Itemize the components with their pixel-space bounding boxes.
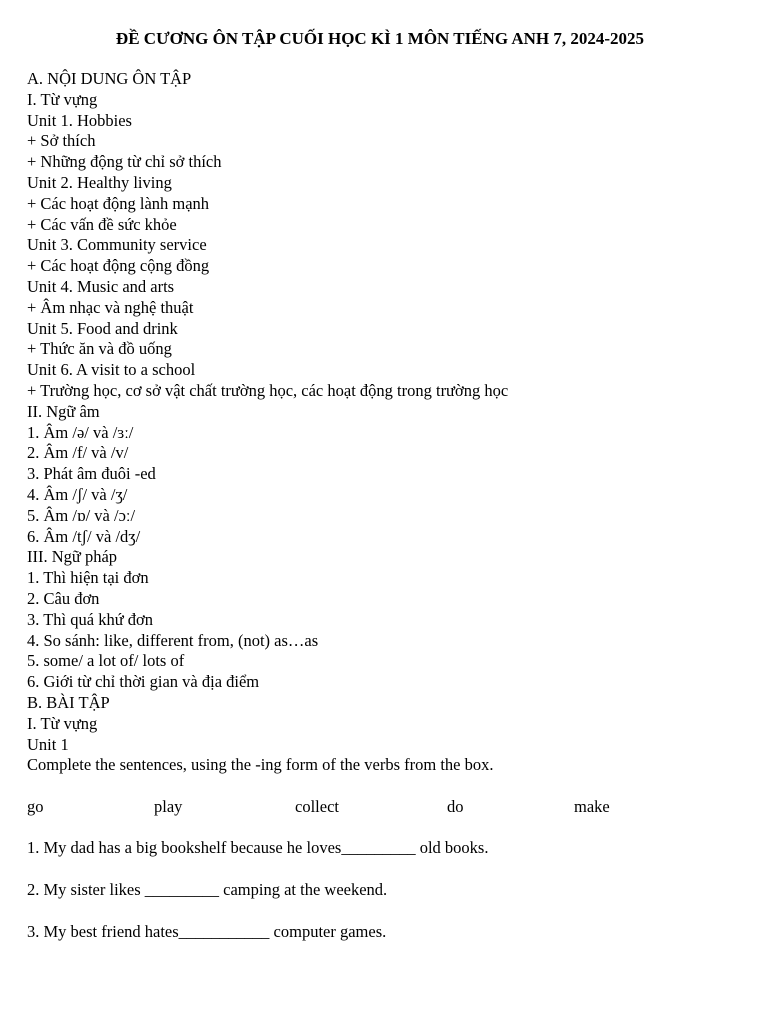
exercise-sentence: 3. My best friend hates___________ computer games. xyxy=(27,921,387,941)
word-box-item: collect xyxy=(295,796,339,816)
exercise-instruction: Complete the sentences, using the -ing form of the verbs from the box. xyxy=(27,755,494,775)
unit-line: + Các hoạt động cộng đồng xyxy=(27,256,210,276)
word-box-item: make xyxy=(574,796,610,816)
unit-line: Unit 5. Food and drink xyxy=(27,318,178,338)
spacer xyxy=(27,776,747,797)
unit-line: Unit 2. Healthy living xyxy=(27,172,172,192)
word-box-item: go xyxy=(27,796,44,816)
spacer xyxy=(27,859,747,880)
document-body xyxy=(27,69,747,942)
phonetics-item: 3. Phát âm đuôi -ed xyxy=(27,464,156,484)
exercise-unit-label: Unit 1 xyxy=(27,734,69,754)
grammar-item: 5. some/ a lot of/ lots of xyxy=(27,651,185,671)
exercise-sentence: 2. My sister likes _________ camping at the weekend. xyxy=(27,880,388,900)
exercise-vocabulary-heading: I. Từ vựng xyxy=(27,713,98,733)
unit-line: + Những động từ chỉ sở thích xyxy=(27,152,222,172)
unit-line: Unit 6. A visit to a school xyxy=(27,360,196,380)
grammar-item: 4. So sánh: like, different from, (not) as…as xyxy=(27,630,319,650)
phonetics-item: 4. Âm /ʃ/ và /ʒ/ xyxy=(27,484,128,504)
spacer xyxy=(27,901,747,922)
unit-line: + Các hoạt động lành mạnh xyxy=(27,193,210,213)
word-box xyxy=(27,797,747,818)
unit-line: Unit 4. Music and arts xyxy=(27,276,175,296)
unit-line: Unit 3. Community service xyxy=(27,235,207,255)
spacer xyxy=(27,818,747,839)
phonetics-item: 5. Âm /ɒ/ và /ɔː/ xyxy=(27,505,136,525)
unit-line: Unit 1. Hobbies xyxy=(27,110,132,130)
vocabulary-heading: I. Từ vựng xyxy=(27,89,98,109)
unit-line: + Thức ăn và đồ uống xyxy=(27,339,172,359)
document-title: ĐỀ CƯƠNG ÔN TẬP CUỐI HỌC KÌ 1 MÔN TIẾNG ANH 7, 2024-2025 xyxy=(115,29,645,48)
grammar-heading: III. Ngữ pháp xyxy=(27,547,118,567)
section-b-heading: B. BÀI TẬP xyxy=(27,692,110,712)
section-a-heading: A. NỘI DUNG ÔN TẬP xyxy=(27,69,192,88)
grammar-item: 2. Câu đơn xyxy=(27,588,100,608)
phonetics-item: 2. Âm /f/ và /v/ xyxy=(27,443,129,463)
exercise-sentence: 1. My dad has a big bookshelf because he loves_________ old books. xyxy=(27,838,489,858)
grammar-item: 3. Thì quá khứ đơn xyxy=(27,609,153,629)
unit-line: + Các vấn đề sức khỏe xyxy=(27,214,177,234)
grammar-item: 6. Giới từ chỉ thời gian và địa điểm xyxy=(27,672,260,692)
phonetics-item: 1. Âm /ə/ và /ɜː/ xyxy=(27,422,134,442)
unit-line: + Âm nhạc và nghệ thuật xyxy=(27,297,194,317)
phonetics-heading: II. Ngữ âm xyxy=(27,401,100,421)
word-box-item: do xyxy=(447,796,464,816)
unit-line: + Trường học, cơ sở vật chất trường học, các hoạt động trong trường học xyxy=(27,380,509,400)
unit-line: + Sở thích xyxy=(27,131,96,151)
word-box-item: play xyxy=(154,796,183,816)
grammar-item: 1. Thì hiện tại đơn xyxy=(27,568,149,588)
phonetics-item: 6. Âm /tʃ/ và /dʒ/ xyxy=(27,526,141,546)
